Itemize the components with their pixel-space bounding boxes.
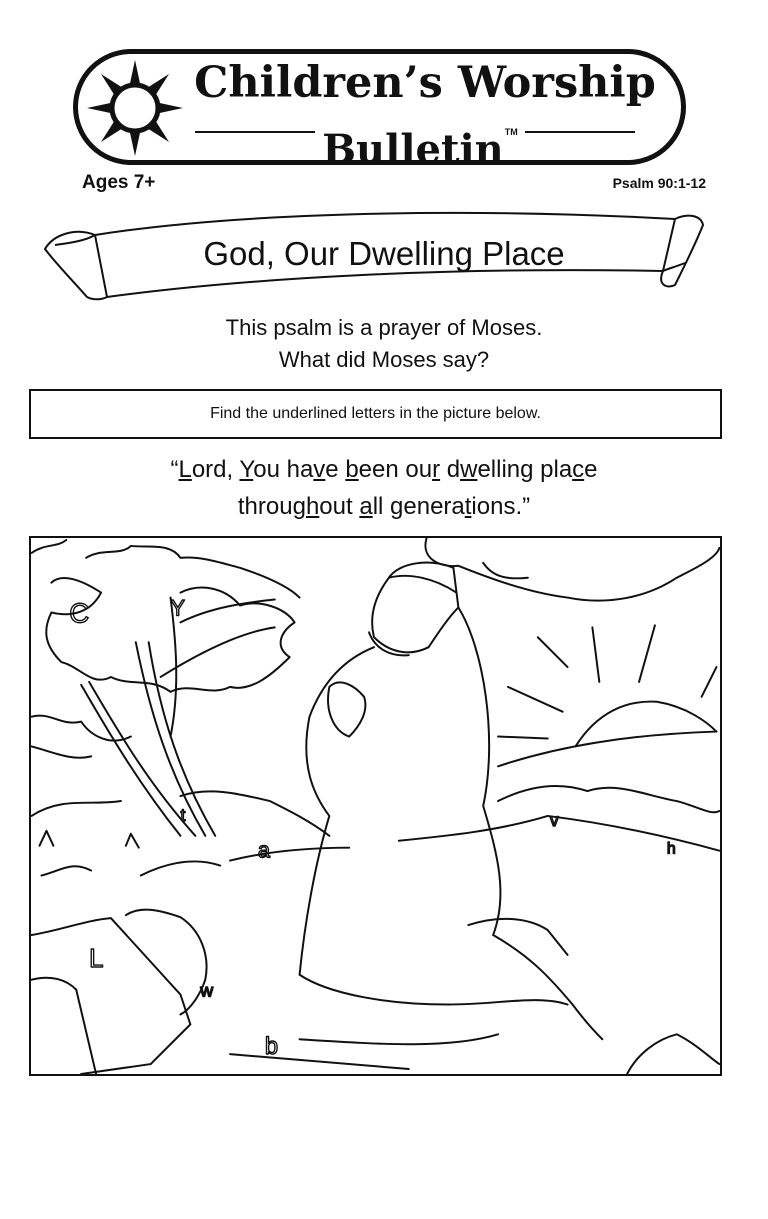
svg-text:w: w bbox=[200, 980, 214, 1001]
tree-trunk bbox=[81, 598, 275, 836]
moses-hands bbox=[328, 682, 365, 736]
underlined-letter: h bbox=[305, 493, 320, 520]
ground bbox=[230, 816, 719, 861]
instruction-box: Find the underlined letters in the picture below. bbox=[29, 389, 722, 439]
age-group: Ages 7+ bbox=[82, 172, 156, 193]
brand-subtitle-row bbox=[195, 108, 635, 173]
trademark: TM bbox=[504, 127, 518, 137]
svg-text:a: a bbox=[257, 837, 271, 863]
bush-by-rock bbox=[126, 910, 207, 1015]
underlined-letter: L bbox=[178, 456, 192, 483]
hill bbox=[498, 732, 716, 767]
underlined-letter: b bbox=[345, 456, 359, 483]
svg-text:b: b bbox=[264, 1033, 279, 1061]
verse-text: e bbox=[584, 456, 598, 483]
verse-text: elling pla bbox=[477, 456, 573, 483]
verse-text: d bbox=[440, 456, 461, 483]
verse-text: ll genera bbox=[372, 493, 465, 520]
divider-left bbox=[195, 131, 315, 133]
sun-icon bbox=[85, 58, 185, 158]
svg-text:Y: Y bbox=[170, 595, 186, 621]
hidden-letters-picture bbox=[29, 536, 722, 1076]
verse-text: out bbox=[319, 493, 360, 520]
verse-text: ord, bbox=[191, 456, 240, 483]
cloud bbox=[425, 538, 719, 601]
scripture-reference: Psalm 90:1-12 bbox=[612, 175, 706, 191]
verse-text: een ou bbox=[358, 456, 433, 483]
underlined-letter: Y bbox=[239, 456, 254, 483]
verse-text: “ bbox=[170, 456, 179, 483]
verse-text: e bbox=[325, 456, 346, 483]
sun-rays bbox=[498, 625, 716, 738]
verse-line-2 bbox=[0, 488, 768, 525]
intro-text bbox=[0, 312, 768, 376]
svg-text:v: v bbox=[549, 809, 559, 830]
rising-sun bbox=[576, 702, 717, 747]
rock-right bbox=[627, 1034, 719, 1074]
brand-subtitle-text: Bulletin bbox=[322, 126, 504, 173]
verse-line-1 bbox=[0, 451, 768, 488]
underlined-letter: v bbox=[313, 456, 326, 483]
svg-text:C: C bbox=[69, 597, 90, 629]
underlined-letter: w bbox=[460, 456, 478, 483]
rock-large bbox=[32, 918, 191, 1074]
svg-text:h: h bbox=[666, 840, 676, 858]
bible-verse bbox=[0, 451, 768, 525]
coloring-illustration bbox=[31, 538, 720, 1074]
hidden-letter-glyphs bbox=[69, 595, 675, 1060]
divider-right bbox=[525, 131, 635, 133]
underlined-letter: r bbox=[432, 456, 441, 483]
intro-line-1: This psalm is a prayer of Moses. bbox=[225, 315, 543, 340]
svg-text:L: L bbox=[89, 944, 104, 973]
verse-text: throug bbox=[237, 493, 306, 520]
verse-text: ou ha bbox=[253, 456, 314, 483]
brand-subtitle bbox=[320, 108, 520, 174]
intro-line-2: What did Moses say? bbox=[278, 347, 490, 372]
underlined-letter: a bbox=[359, 493, 373, 520]
brand-title: Children’s Worship bbox=[194, 58, 656, 108]
bushes-right bbox=[498, 786, 719, 812]
underlined-letter: c bbox=[572, 456, 585, 483]
verse-text: ions.” bbox=[471, 493, 531, 520]
lesson-title: God, Our Dwelling Place bbox=[203, 235, 565, 272]
svg-text:t: t bbox=[180, 804, 186, 825]
underlined-letter: t bbox=[464, 493, 472, 520]
